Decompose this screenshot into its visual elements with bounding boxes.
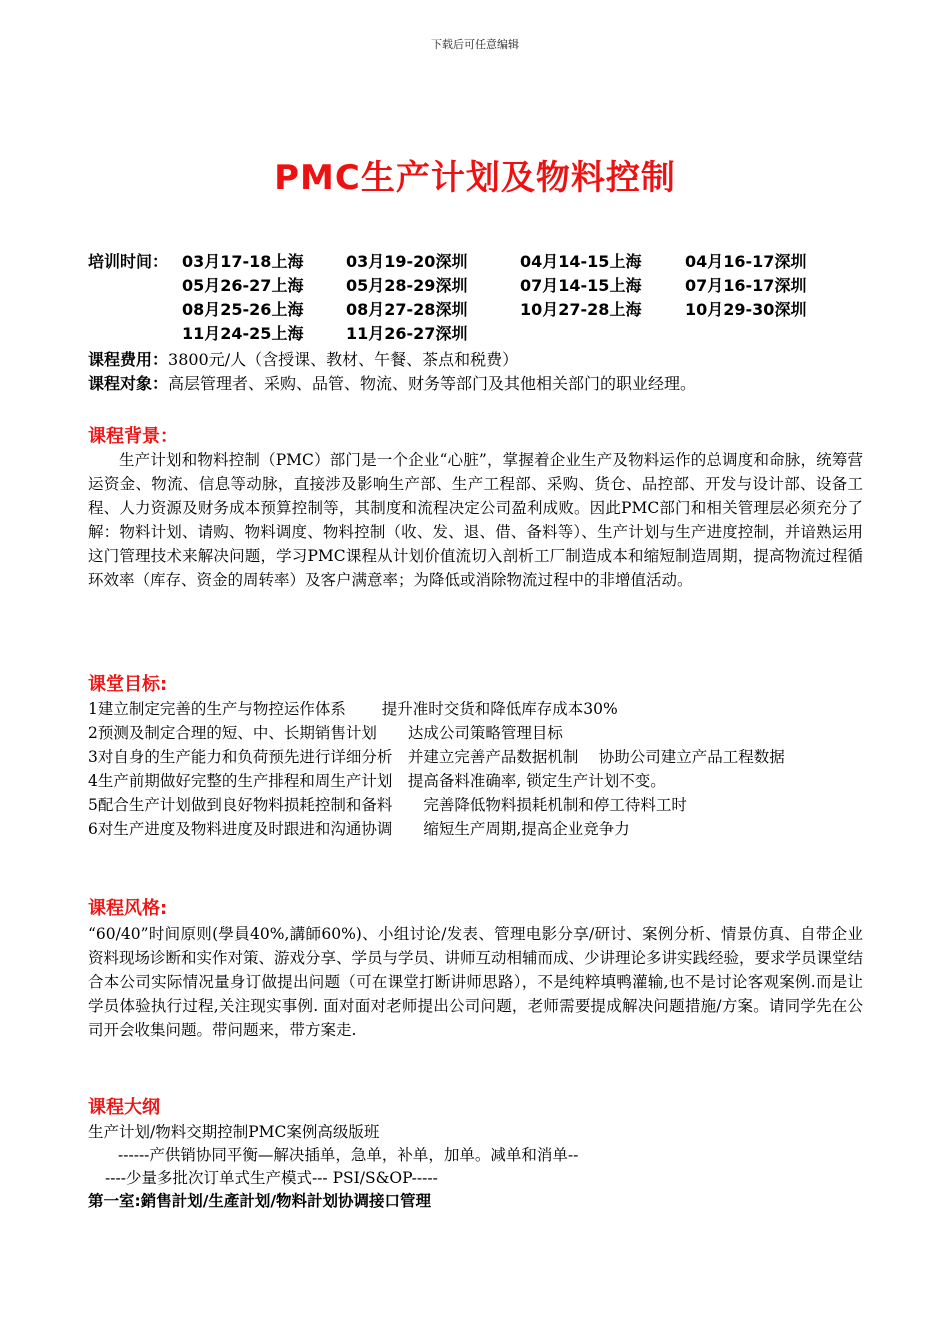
document-title: PMC生产计划及物料控制 bbox=[274, 158, 676, 198]
audience-value: 高层管理者、采购、品管、物流、财务等部门及其他相关部门的职业经理。 bbox=[168, 374, 697, 393]
list-item: 5配合生产计划做到良好物料损耗控制和备料 完善降低物料损耗机制和停工待料工时 bbox=[88, 796, 687, 814]
course-fee bbox=[88, 348, 518, 372]
fee-label: 课程费用： bbox=[88, 350, 169, 369]
audience-label: 课程对象： bbox=[88, 374, 169, 393]
list-item: 1建立制定完善的生产与物控运作体系 提升准时交货和降低库存成本30% bbox=[88, 700, 618, 718]
schedule-date: 11月26-27深圳 bbox=[346, 324, 468, 343]
schedule-date: 10月27-28上海 bbox=[520, 300, 642, 319]
schedule-date: 04月14-15上海 bbox=[520, 252, 642, 271]
schedule-date: 11月24-25上海 bbox=[182, 324, 304, 343]
list-item: 2预测及制定合理的短、中、长期销售计划 达成公司策略管理目标 bbox=[88, 724, 563, 742]
schedule-date: 05月28-29深圳 bbox=[346, 276, 468, 295]
outline-line: 生产计划/物料交期控制PMC案例高级版班 bbox=[88, 1123, 380, 1141]
fee-value: 3800元/人（含授课、教材、午餐、茶点和税费） bbox=[168, 350, 519, 369]
outline-line: ------产供销协同平衡—解决插单，急单，补单，加单。减单和消单-- bbox=[118, 1146, 579, 1164]
outline-line: ----少量多批次订单式生产模式--- PSI/S&OP----- bbox=[105, 1169, 438, 1187]
schedule-date: 04月16-17深圳 bbox=[685, 252, 807, 271]
list-item: 6对生产进度及物料进度及时跟进和沟通协调 缩短生产周期,提高企业竞争力 bbox=[88, 820, 630, 838]
background-paragraph: 生产计划和物料控制（PMC）部门是一个企业“心脏”，掌握着企业生产及物料运作的总调度和命脉，统筹营运资金、物流、信息等动脉，直接涉及影响生产部、生产工程部、采购、货仓、品控部、开发与设计部、设备工程、人力资源及财务成本预算控制等，其制度和流程决定公司盈利成败。因此PMC部门和相关管理层必须充分了解：物料计划、请购、物料调度、物料控制（收、发、退、借、备料等）、生产计划与生产进度控制，并谙熟运用这门管理技术来解决问题，学习PMC课程从计划价值流切入剖析工厂制造成本和缩短制造周期，提高物流过程循环效率（库存、资金的周转率）及客户满意率；为降低或消除物流过程中的非增值活动。 bbox=[88, 451, 863, 589]
header-note: 下载后可任意编辑 bbox=[431, 38, 519, 51]
schedule-date: 08月25-26上海 bbox=[182, 300, 304, 319]
section-title-style: 课程风格: bbox=[88, 898, 168, 919]
schedule-date: 10月29-30深圳 bbox=[685, 300, 807, 319]
schedule-date: 03月19-20深圳 bbox=[346, 252, 468, 271]
style-paragraph: “60/40”时间原则(學員40%,講師60%)、小组讨论/发表、管理电影分享/研讨、案例分析、情景仿真、自带企业资料现场诊断和实作对策、游戏分享、学员与学员、讲师互动相辅而成、少讲理论多讲实践经验，要求学员课堂结合本公司实际情况量身订做提出问题（可在课堂打断讲师思路），不是纯粹填鸭灌输,也不是讨论客观案例.而是让学员体验执行过程,关注现实事例. 面对面对老师提出公司问题，老师需要提成解决问题措施/方案。请同学先在公司开会收集问题。带问题来，带方案走. bbox=[88, 925, 864, 1039]
outline-line: 第一室:銷售計划/生產計划/物料計划协调接口管理 bbox=[88, 1192, 432, 1210]
list-item: 3对自身的生产能力和负荷预先进行详细分析 并建立完善产品数据机制 协助公司建立产品工程数据 bbox=[88, 748, 785, 766]
schedule-label: 培训时间： bbox=[88, 252, 169, 271]
schedule-date: 07月14-15上海 bbox=[520, 276, 642, 295]
outline-block bbox=[88, 1121, 863, 1213]
section-title-outline: 课程大纲 bbox=[88, 1097, 160, 1118]
schedule-date: 05月26-27上海 bbox=[182, 276, 304, 295]
schedule-date: 08月27-28深圳 bbox=[346, 300, 468, 319]
schedule-date: 03月17-18上海 bbox=[182, 252, 304, 271]
section-title-objectives: 课堂目标: bbox=[88, 674, 168, 695]
section-title-background: 课程背景： bbox=[88, 426, 178, 447]
schedule-date: 07月16-17深圳 bbox=[685, 276, 807, 295]
list-item: 4生产前期做好完整的生产排程和周生产计划 提高备料准确率, 锁定生产计划不变。 bbox=[88, 772, 666, 790]
course-audience bbox=[88, 372, 696, 396]
objectives-list bbox=[88, 697, 878, 841]
